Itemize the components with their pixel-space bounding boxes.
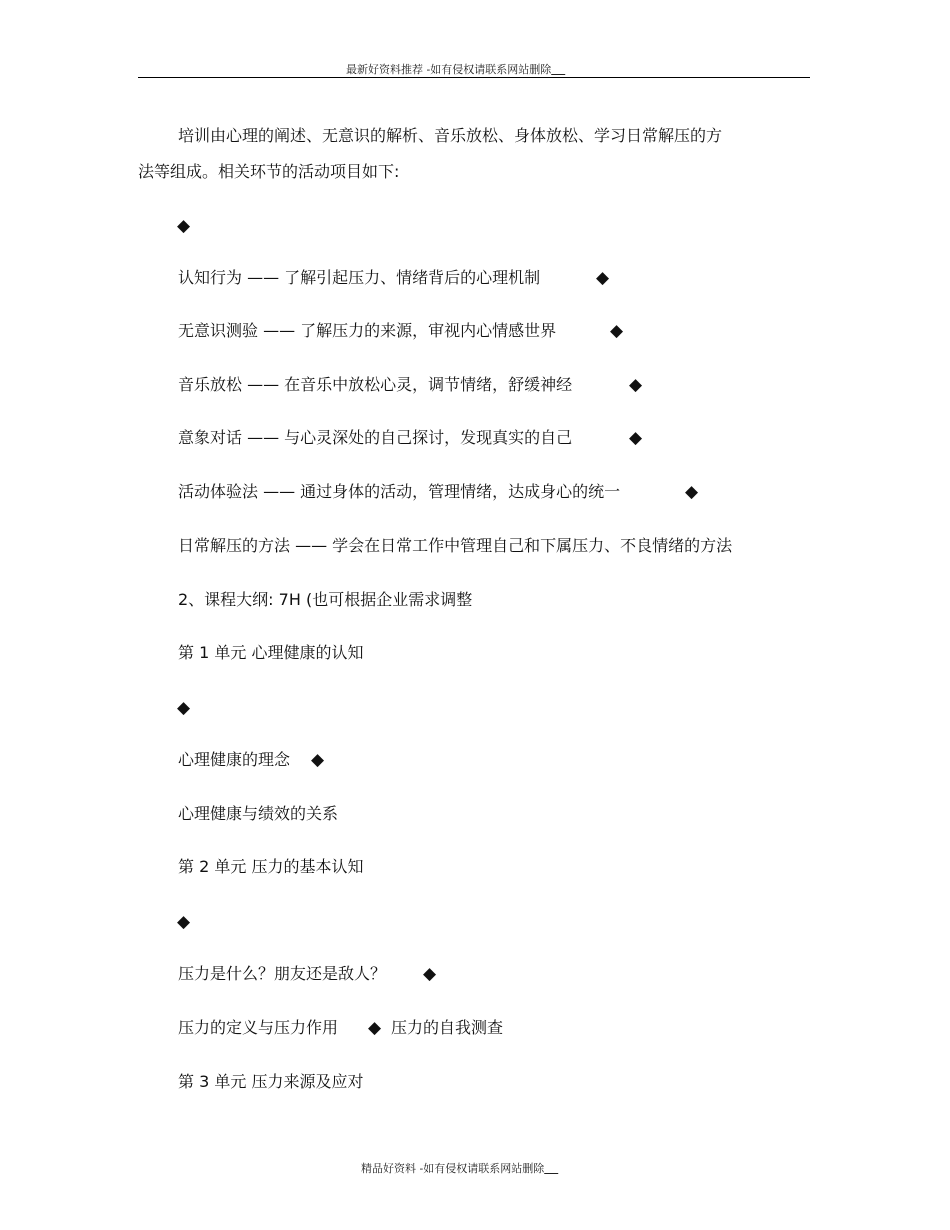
bullet-diamond: ◆ — [423, 964, 437, 984]
outline-heading: 2、课程大纲: 7H (也可根据企业需求调整 — [178, 590, 473, 609]
unit-item: 压力的定义与压力作用 — [178, 1018, 339, 1037]
unit-item: 压力的自我测查 — [391, 1018, 504, 1037]
bullet-diamond: ◆ — [177, 912, 191, 932]
unit-item: 心理健康与绩效的关系 — [178, 804, 339, 823]
bullet-diamond: ◆ — [629, 375, 643, 395]
header-text: 最新好资料推荐 -如有侵权请联系网站删除 — [346, 63, 552, 76]
bullet-diamond: ◆ — [629, 428, 643, 448]
unit-heading: 第 3 单元 压力来源及应对 — [178, 1072, 364, 1091]
intro-line-1: 培训由心理的阐述、无意识的解析、音乐放松、身体放松、学习日常解压的方 — [178, 126, 723, 145]
activity-item: 认知行为 —— 了解引起压力、情绪背后的心理机制 — [178, 268, 541, 287]
unit-heading: 第 2 单元 压力的基本认知 — [178, 857, 364, 876]
header-rule — [138, 77, 810, 78]
bullet-diamond: ◆ — [610, 321, 624, 341]
bullet-diamond: ◆ — [177, 698, 191, 718]
unit-item: 心理健康的理念 — [178, 750, 291, 769]
bullet-diamond: ◆ — [177, 216, 191, 236]
bullet-diamond: ◆ — [311, 750, 325, 770]
unit-item: 压力是什么？朋友还是敌人？ — [178, 964, 387, 983]
activity-item: 日常解压的方法 —— 学会在日常工作中管理自己和下属压力、不良情绪的方法 — [178, 536, 733, 555]
page-header — [346, 61, 565, 77]
bullet-diamond: ◆ — [596, 268, 610, 288]
page-footer — [361, 1160, 558, 1176]
unit-heading: 第 1 单元 心理健康的认知 — [178, 643, 364, 662]
bullet-diamond: ◆ — [368, 1018, 382, 1038]
activity-item: 音乐放松 —— 在音乐中放松心灵，调节情绪，舒缓神经 — [178, 375, 573, 394]
activity-item: 活动体验法 —— 通过身体的活动，管理情绪，达成身心的统一 — [178, 482, 621, 501]
activity-item: 无意识测验 —— 了解压力的来源，审视内心情感世界 — [178, 321, 557, 340]
intro-line-2: 法等组成。相关环节的活动项目如下: — [138, 162, 400, 181]
footer-text: 精品好资料 -如有侵权请联系网站删除 — [361, 1162, 545, 1175]
bullet-diamond: ◆ — [685, 482, 699, 502]
activity-item: 意象对话 —— 与心灵深处的自己探讨，发现真实的自己 — [178, 428, 573, 447]
